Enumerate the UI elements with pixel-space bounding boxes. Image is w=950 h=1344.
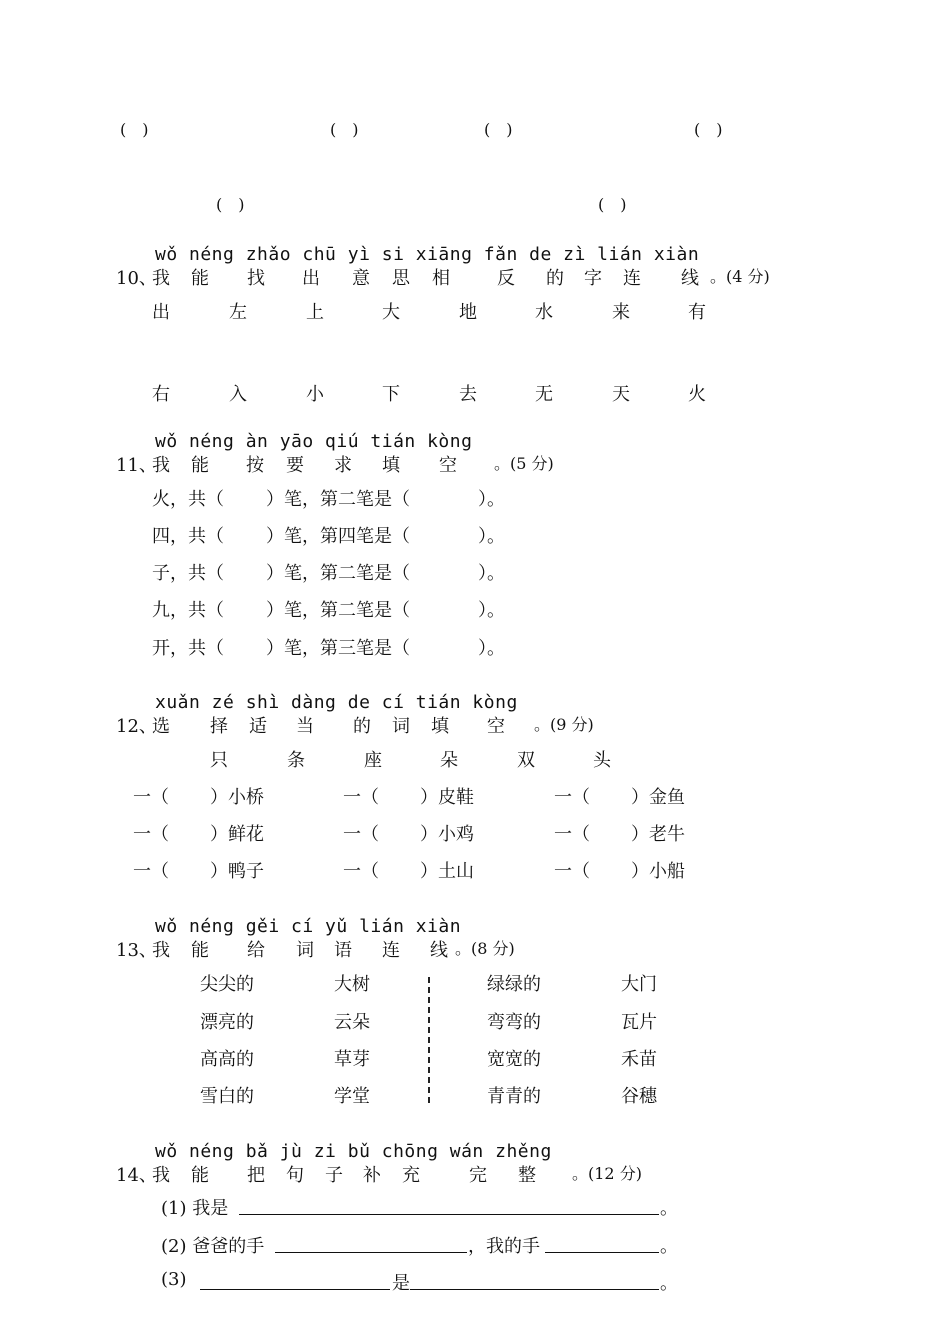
- match-word[interactable]: 宽宽的: [487, 1049, 541, 1070]
- title-char: 词: [296, 940, 314, 961]
- title-char: 择: [210, 716, 228, 737]
- title-char: 连: [382, 940, 400, 961]
- title-char: 我: [152, 940, 170, 961]
- line-end: ）。: [478, 489, 505, 510]
- measure-prefix: 一（: [554, 824, 590, 845]
- title-char: 完: [469, 1165, 487, 1186]
- line-mid: ）笔，第四笔是（: [266, 526, 410, 547]
- title-char: 反: [497, 268, 515, 289]
- dashed-divider: [428, 977, 430, 1103]
- match-char[interactable]: 来: [612, 302, 630, 323]
- match-char[interactable]: 无: [535, 384, 553, 405]
- line-prefix: 火，共（: [152, 489, 224, 510]
- line-mid: ）笔，第二笔是（: [266, 489, 410, 510]
- title-char: 意: [352, 268, 370, 289]
- title-char: 选: [152, 716, 170, 737]
- q10-pinyin: wǒ néng zhǎo chū yì si xiāng fǎn de zì lián xiàn: [155, 244, 700, 265]
- measure-noun: ）金鱼: [631, 787, 685, 808]
- measure-prefix: 一（: [554, 787, 590, 808]
- q11-pinyin: wǒ néng àn yāo qiú tián kòng: [155, 431, 473, 452]
- title-char: 我: [152, 455, 170, 476]
- title-char: 按: [246, 455, 264, 476]
- measure-prefix: 一（: [343, 824, 379, 845]
- title-char: 要: [286, 455, 304, 476]
- match-char[interactable]: 天: [612, 384, 630, 405]
- answer-blank[interactable]: [410, 1289, 659, 1290]
- match-word[interactable]: 高高的: [200, 1049, 254, 1070]
- option-word: 双: [517, 750, 535, 771]
- title-char: 思: [392, 268, 410, 289]
- title-char: 子: [325, 1165, 343, 1186]
- paren-blank: ( ): [216, 195, 245, 214]
- answer-blank[interactable]: [239, 1214, 659, 1215]
- title-char: 我: [152, 268, 170, 289]
- option-word: 朵: [440, 750, 458, 771]
- line-mid: ）笔，第三笔是（: [266, 638, 410, 659]
- q14-title: [116, 1161, 836, 1185]
- sentence-mid: ，我的手: [468, 1236, 540, 1257]
- q10-title: [116, 264, 836, 288]
- title-char: 当: [296, 716, 314, 737]
- match-char[interactable]: 去: [459, 384, 477, 405]
- match-char[interactable]: 左: [229, 302, 247, 323]
- line-prefix: 四，共（: [152, 526, 224, 547]
- paren-blank: ( ): [330, 120, 359, 139]
- option-word: 只: [210, 750, 228, 771]
- measure-prefix: 一（: [343, 861, 379, 882]
- line-prefix: 子，共（: [152, 563, 224, 584]
- answer-blank[interactable]: [545, 1252, 659, 1253]
- sentence-label: (1) 我是: [161, 1198, 229, 1219]
- measure-prefix: 一（: [133, 787, 169, 808]
- option-word: 条: [287, 750, 305, 771]
- period: 。: [660, 1273, 678, 1294]
- q11-title: [116, 451, 836, 475]
- match-word[interactable]: 漂亮的: [200, 1012, 254, 1033]
- paren-blank: ( ): [598, 195, 627, 214]
- question-number: 13、: [116, 940, 157, 961]
- title-char: 能: [191, 455, 209, 476]
- title-char: 连: [623, 268, 641, 289]
- title-char: 补: [363, 1165, 381, 1186]
- q12-title: [116, 712, 836, 736]
- line-prefix: 开，共（: [152, 638, 224, 659]
- measure-noun: ）小船: [631, 861, 685, 882]
- title-char: 相: [432, 268, 450, 289]
- line-end: ）。: [478, 638, 505, 659]
- score: 。(12 分): [572, 1164, 642, 1183]
- match-word[interactable]: 尖尖的: [200, 974, 254, 995]
- line-end: ）。: [478, 563, 505, 584]
- question-number: 14、: [116, 1165, 157, 1186]
- match-char[interactable]: 右: [152, 384, 170, 405]
- match-word[interactable]: 大门: [621, 974, 657, 995]
- title-char: 我: [152, 1165, 170, 1186]
- match-char[interactable]: 大: [382, 302, 400, 323]
- match-word[interactable]: 云朵: [334, 1012, 370, 1033]
- title-char: 能: [191, 940, 209, 961]
- q13-title: [116, 936, 836, 960]
- measure-noun: ）小桥: [210, 787, 264, 808]
- title-char: 线: [681, 268, 699, 289]
- measure-prefix: 一（: [554, 861, 590, 882]
- match-char[interactable]: 上: [306, 302, 324, 323]
- score: 。(8 分): [455, 939, 515, 958]
- paren-blank: ( ): [120, 120, 149, 139]
- title-char: 空: [439, 455, 457, 476]
- title-char: 词: [392, 716, 410, 737]
- title-char: 整: [518, 1165, 536, 1186]
- measure-noun: ）小鸡: [420, 824, 474, 845]
- match-word[interactable]: 青青的: [487, 1086, 541, 1107]
- line-end: ）。: [478, 600, 505, 621]
- measure-noun: ）鸭子: [210, 861, 264, 882]
- title-char: 找: [247, 268, 265, 289]
- measure-noun: ）皮鞋: [420, 787, 474, 808]
- title-char: 给: [247, 940, 265, 961]
- title-char: 字: [584, 268, 602, 289]
- title-char: 能: [191, 1165, 209, 1186]
- match-char[interactable]: 火: [688, 384, 706, 405]
- score: 。(4 分): [710, 267, 770, 286]
- measure-prefix: 一（: [343, 787, 379, 808]
- match-word[interactable]: 草芽: [334, 1049, 370, 1070]
- option-word: 头: [593, 750, 611, 771]
- match-word[interactable]: 瓦片: [621, 1012, 657, 1033]
- match-word[interactable]: 学堂: [334, 1086, 370, 1107]
- title-char: 出: [302, 268, 320, 289]
- title-char: 填: [382, 455, 400, 476]
- match-char[interactable]: 出: [152, 302, 170, 323]
- measure-noun: ）鲜花: [210, 824, 264, 845]
- score: 。(9 分): [534, 715, 594, 734]
- title-char: 线: [430, 940, 448, 961]
- measure-prefix: 一（: [133, 861, 169, 882]
- line-prefix: 九，共（: [152, 600, 224, 621]
- match-word[interactable]: 雪白的: [200, 1086, 254, 1107]
- match-char[interactable]: 地: [459, 302, 477, 323]
- match-char[interactable]: 下: [382, 384, 400, 405]
- sentence-label: (2) 爸爸的手: [161, 1236, 265, 1257]
- match-char[interactable]: 有: [688, 302, 706, 323]
- title-char: 充: [402, 1165, 420, 1186]
- match-word[interactable]: 禾苗: [621, 1049, 657, 1070]
- q12-pinyin: xuǎn zé shì dàng de cí tián kòng: [155, 692, 518, 713]
- title-char: 适: [249, 716, 267, 737]
- match-char[interactable]: 小: [306, 384, 324, 405]
- question-number: 10、: [116, 268, 157, 289]
- question-number: 12、: [116, 716, 157, 737]
- period: 。: [660, 1236, 678, 1257]
- line-mid: ）笔，第二笔是（: [266, 563, 410, 584]
- paren-blank: ( ): [694, 120, 723, 139]
- question-number: 11、: [116, 455, 157, 476]
- match-char[interactable]: 水: [535, 302, 553, 323]
- title-char: 求: [334, 455, 352, 476]
- title-char: 填: [431, 716, 449, 737]
- match-word[interactable]: 弯弯的: [487, 1012, 541, 1033]
- answer-blank[interactable]: [275, 1252, 467, 1253]
- match-char[interactable]: 入: [229, 384, 247, 405]
- measure-prefix: 一（: [133, 824, 169, 845]
- answer-blank[interactable]: [200, 1289, 390, 1290]
- match-word[interactable]: 大树: [334, 974, 370, 995]
- measure-noun: ）老牛: [631, 824, 685, 845]
- title-char: 句: [286, 1165, 304, 1186]
- match-word[interactable]: 谷穗: [621, 1086, 657, 1107]
- title-char: 把: [247, 1165, 265, 1186]
- option-word: 座: [364, 750, 382, 771]
- line-end: ）。: [478, 526, 505, 547]
- q14-pinyin: wǒ néng bǎ jù zi bǔ chōng wán zhěng: [155, 1141, 552, 1162]
- sentence-mid: 是: [392, 1273, 410, 1294]
- title-char: 的: [353, 716, 371, 737]
- line-mid: ）笔，第二笔是（: [266, 600, 410, 621]
- match-word[interactable]: 绿绿的: [487, 974, 541, 995]
- title-char: 能: [191, 268, 209, 289]
- sentence-label: (3): [161, 1269, 187, 1290]
- score: 。(5 分): [494, 454, 554, 473]
- title-char: 的: [546, 268, 564, 289]
- title-char: 空: [487, 716, 505, 737]
- period: 。: [660, 1198, 678, 1219]
- paren-blank: ( ): [484, 120, 513, 139]
- measure-noun: ）土山: [420, 861, 474, 882]
- title-char: 语: [334, 940, 352, 961]
- q13-pinyin: wǒ néng gěi cí yǔ lián xiàn: [155, 916, 462, 937]
